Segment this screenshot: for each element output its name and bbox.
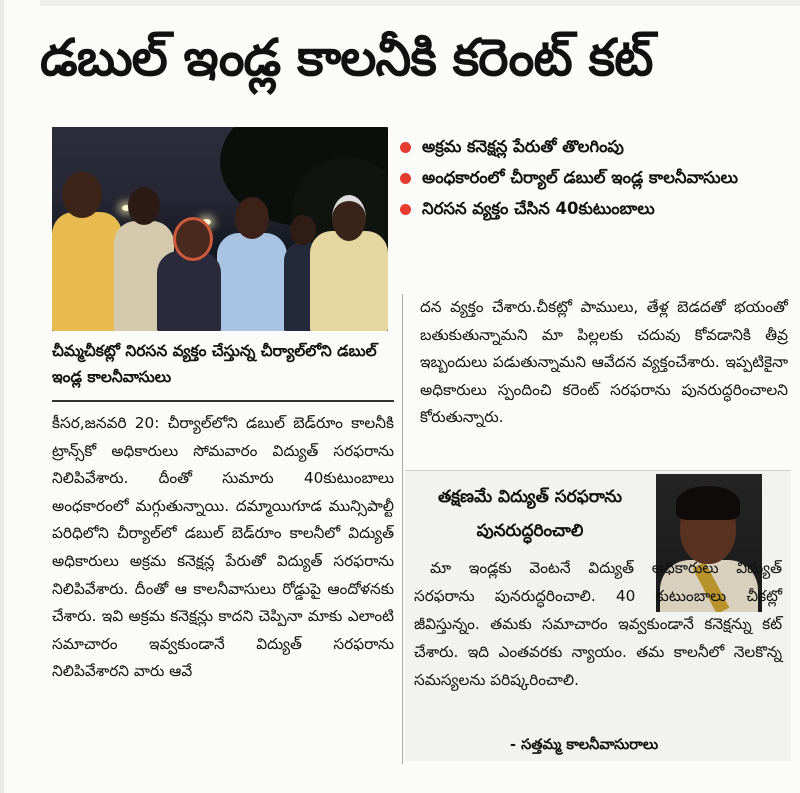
headline: డబుల్ ఇండ్ల కాలనీకి కరెంట్ కట్: [40, 29, 653, 88]
article-body-right: దన వ్యక్తం చేశారు.చీకట్లో పాములు, తేళ్ల బెడదతో భయంతో బతుకుతున్నామని మా పిల్లలకు చదువు కోవడానికి తీవ్ర ఇబ్బందులు పడుతున్నామని ఆవేదన వ్యక్తంచేశారు. ఇప్పటికైనా అధికారులు స్పందించి కరెంట్ సరఫరాను పునరుద్ధరించాలని కోరుతున్నారు.: [420, 298, 788, 427]
quote-box-title: తక్షణమే విద్యుత్ సరఫరాను పునరుద్ధరించాలి: [437, 487, 623, 541]
highlight-item: అంధకారంలో చీర్యాల్ డబుల్ ఇండ్ల కాలనీవాసులు: [398, 163, 796, 192]
quote-text: [414, 554, 782, 694]
column-divider: [402, 294, 403, 764]
person-figure: [157, 217, 221, 331]
highlights-list: [398, 132, 796, 223]
photo-caption: చీమ్మచీకట్లో నిరసన వ్యక్తం చేస్తున్న చీర్యాల్‌లోని డబుల్ ఇండ్ల కాలనీవాసులు: [52, 342, 377, 386]
quote-signature: - సత్తమ్మ కాలనీవాసురాలు: [510, 737, 659, 753]
highlight-item: అక్రమ కనెక్షన్ల పేరుతో తొలగింపు: [398, 132, 796, 161]
person-figure: [310, 195, 388, 331]
highlight-item: నిరసన వ్యక్తం చేసిన 40కుటుంబాలు: [398, 194, 796, 223]
article-body-left: కీసర,జనవరి 20: చీర్యాల్‌లోని డబుల్ బెడ్‌రూం కాలనీకి ట్రాన్స్‌కో అధికారులు సోమవారం విద్యుత్ సరఫరాను నిలిపివేశారు. దీంతో సుమారు 40కుటుంబాలు అంధకారంలో మగ్గుతున్నాయి. దమ్మాయిగూడ మున్సిపాల్టీ పరిధిలోని చీర్యాల్‌లో డబుల్ బెడ్‌రూం కాలనీలో విద్యుత్ అధికారులు అక్రమ కనెక్షన్ల పేరుతో విద్యుత్ సరఫరాను నిలిపివేశారు. దీంతో ఆ కాలనీవాసులు రోడ్డుపై ఆందోళనకు చేశారు. ఇవి అక్రమ కనెక్షన్లు కాదని చెప్పినా మాకు ఎలాంటి సమాచారం ఇవ్వకుండానే విద్యుత్ సరఫరాను నిలిపివేశారని వారు ఆవే: [52, 414, 394, 681]
quote-body: మా ఇండ్లకు వెంటనే విద్యుత్ అధికారులు విద్యుత్ సరఫరాను పునరుద్ధరించాలి. 40 కుటుంబాలు చీకట్లో జీవిస్తున్నం. తమకు సమాచారం ఇవ్వకుండానే కనెక్షన్ను కట్ చేశారు. ఇది ఎంతవరకు న్యాయం. తమ కాలనీలో నెలకొన్న సమస్యలను పరిష్కరించాలి.: [414, 559, 782, 689]
previous-article-strip: [40, 0, 800, 6]
person-figure: [217, 197, 287, 331]
page-edge: [0, 0, 4, 793]
caption-rule: [52, 400, 394, 402]
protest-photo: [52, 127, 388, 331]
